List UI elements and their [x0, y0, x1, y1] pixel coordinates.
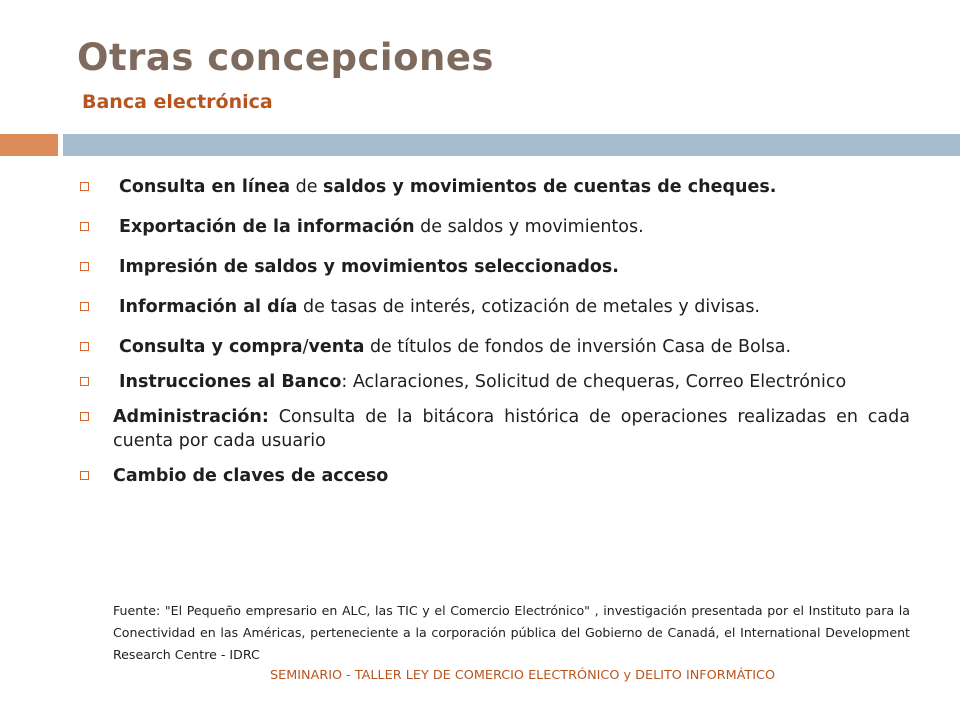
bullet-text-bold: saldos y movimientos de cuentas de cheques. [323, 177, 777, 197]
bullet-text-bold: Instrucciones al Banco [119, 372, 342, 392]
bullet-item [78, 464, 910, 488]
bullet-text-bold: Exportación de la información [119, 217, 415, 237]
square-bullet-icon [80, 471, 89, 480]
slide-title: Otras concepciones [77, 36, 494, 79]
bullet-item [78, 255, 910, 279]
square-bullet-icon [80, 262, 89, 271]
square-bullet-icon [80, 182, 89, 191]
square-bullet-icon [80, 302, 89, 311]
square-bullet-icon [80, 412, 89, 421]
bullet-text-bold: Consulta en línea [119, 177, 291, 197]
square-bullet-icon [80, 342, 89, 351]
bullet-text: de tasas de interés, cotización de metales y divisas. [297, 297, 760, 317]
bullet-text: de [290, 177, 324, 197]
bullet-text: de títulos de fondos de inversión Casa de Bolsa. [364, 337, 792, 357]
bullet-item [78, 175, 910, 199]
bullet-text-bold: Administración: [113, 407, 269, 427]
bullet-item [78, 405, 910, 453]
bullet-text-bold: Información al día [119, 297, 298, 317]
square-bullet-icon [80, 377, 89, 386]
source-note: Fuente: "El Pequeño empresario en ALC, las TIC y el Comercio Electrónico" , investigación presentada por el Instituto para la Conectividad en las Américas, perteneciente a la corporación pública del Gobierno de Canadá, el International Development Research Centre - IDRC [113, 603, 910, 662]
accent-bar-right [63, 134, 960, 156]
bullet-text: / [302, 337, 309, 357]
footer-text: SEMINARIO - TALLER LEY DE COMERCIO ELECTRÓNICO y DELITO INFORMÁTICO [270, 668, 776, 683]
square-bullet-icon [80, 222, 89, 231]
bullet-item [78, 370, 910, 394]
bullet-text: de saldos y movimientos. [414, 217, 644, 237]
bullet-text-bold: Impresión de saldos y movimientos seleccionados. [119, 257, 619, 277]
bullet-text-bold: venta [308, 337, 365, 357]
bullet-item [78, 215, 910, 239]
bullet-list [78, 175, 910, 504]
bullet-text: Consulta de la bitácora histórica de operaciones realizadas en cada cuenta por cada usuario [113, 407, 910, 451]
accent-bar-left [0, 134, 58, 156]
bullet-text-bold: Consulta y compra [119, 337, 303, 357]
bullet-text: : Aclaraciones, Solicitud de chequeras, Correo Electrónico [341, 372, 847, 392]
bullet-item [78, 295, 910, 319]
slide-subtitle: Banca electrónica [82, 91, 273, 113]
bullet-item [78, 335, 910, 359]
bullet-text-bold: Cambio de claves de acceso [113, 466, 389, 486]
